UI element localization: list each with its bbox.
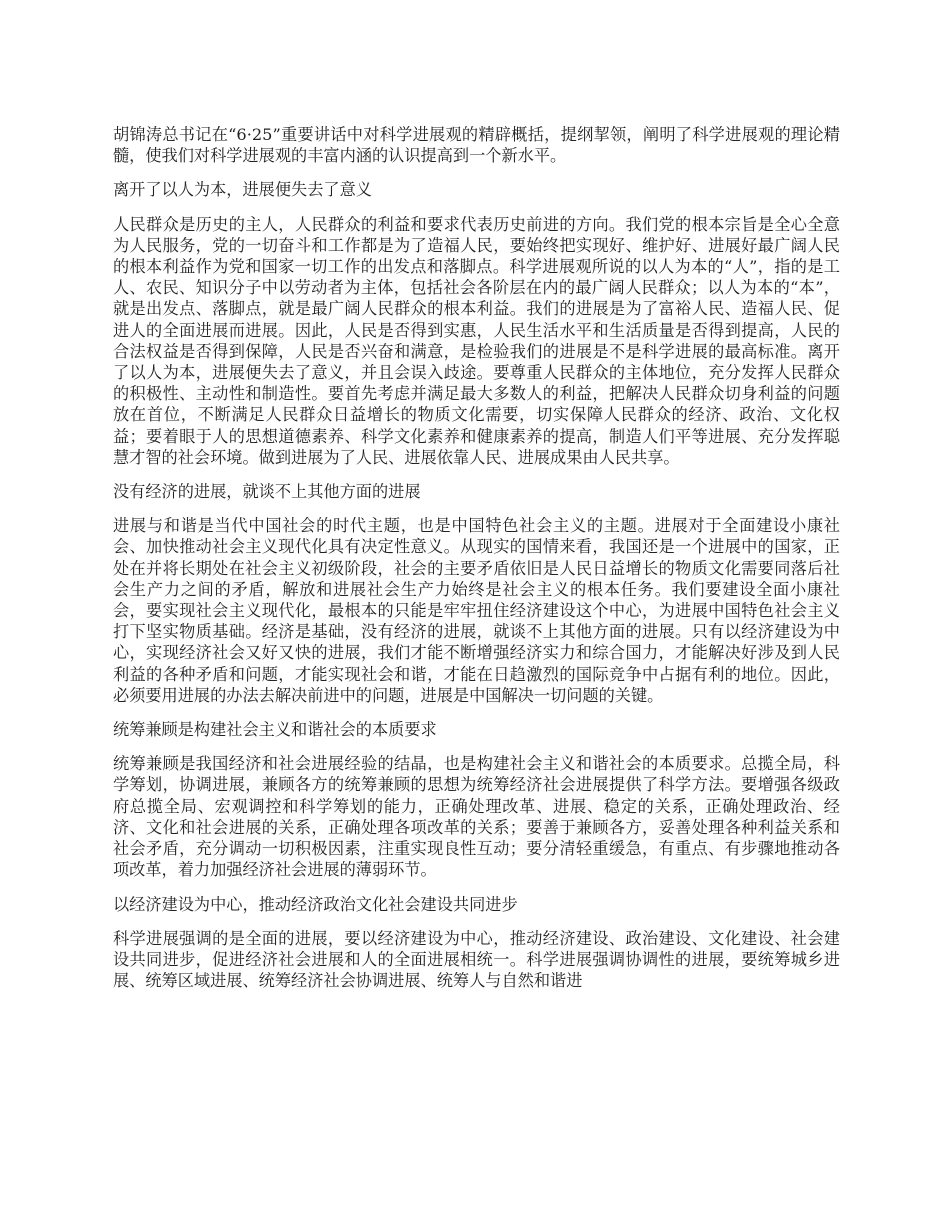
- section-heading-overall-planning: 统筹兼顾是构建社会主义和谐社会的本质要求: [113, 720, 437, 740]
- document-page: [113, 124, 840, 1004]
- section-body-economic-development: 进展与和谐是当代中国社会的时代主题，也是中国特色社会主义的主题。进展对于全面建设小康社会、加快推动社会主义现代化具有决定性意义。从现实的国情来看，我国还是一个进展中的国家，正处在并将长期处在社会主义初级阶段，社会的主要矛盾依旧是人民日益增长的物质文化需要同落后社会生产力之间的矛盾，解放和进展社会生产力始终是社会主义的根本任务。我们要建设全面小康社会，要实现社会主义现代化，最根本的只能是牢牢扭住经济建设这个中心，为进展中国特色社会主义打下坚实物质基础。经济是基础，没有经济的进展，就谈不上其他方面的进展。只有以经济建设为中心，实现经济社会又好又快的进展，我们才能不断增强经济实力和综合国力，才能解决好涉及到人民利益的各种矛盾和问题，才能实现社会和谐，才能在日趋激烈的国际竞争中占据有利的地位。因此，必须要用进展的办法去解决前进中的问题，进展是中国解决一切问题的关键。: [113, 516, 840, 705]
- section-body-people-oriented: 人民群众是历史的主人，人民群众的利益和要求代表历史前进的方向。我们党的根本宗旨是全心全意为人民服务，党的一切奋斗和工作都是为了造福人民，要始终把实现好、维护好、进展好最广阔人民的根本利益作为党和国家一切工作的出发点和落脚点。科学进展观所说的以人为本的“人”，指的是工人、农民、知识分子中以劳动者为主体，包括社会各阶层在内的最广阔人民群众；以人为本的“本”，就是出发点、落脚点，就是最广阔人民群众的根本利益。我们的进展是为了富裕人民、造福人民、促进人的全面进展而进展。因此，人民是否得到实惠，人民生活水平和生活质量是否得到提高，人民的合法权益是否得到保障，人民是否兴奋和满意，是检验我们的进展是不是科学进展的最高标准。离开了以人为本，进展便失去了意义，并且会误入歧途。要尊重人民群众的主体地位，充分发挥人民群众的积极性、主动性和制造性。要首先考虑并满足最大多数人的利益，把解决人民群众切身利益的问题放在首位，不断满足人民群众日益增长的物质文化需要，切实保障人民群众的经济、政治、文化权益；要着眼于人的思想道德素养、科学文化素养和健康素养的提高，制造人们平等进展、充分发挥聪慧才智的社会环境。做到进展为了人民、进展依靠人民、进展成果由人民共享。: [113, 214, 840, 467]
- section-heading-common-progress: 以经济建设为中心，推动经济政治文化社会建设共同进步: [113, 894, 518, 914]
- section-body-overall-planning: 统筹兼顾是我国经济和社会进展经验的结晶，也是构建社会主义和谐社会的本质要求。总揽全局，科学筹划，协调进展，兼顾各方的统筹兼顾的思想为统筹经济社会进展提供了科学方法。要增强各级政府总揽全局、宏观调控和科学筹划的能力，正确处理改革、进展、稳定的关系，正确处理政治、经济、文化和社会进展的关系，正确处理各项改革的关系；要善于兼顾各方，妥善处理各种利益关系和社会矛盾，充分调动一切积极因素，注重实现良性互动；要分清轻重缓急，有重点、有步骤地推动各项改革，着力加强经济社会进展的薄弱环节。: [113, 754, 840, 880]
- section-heading-economic-development: 没有经济的进展，就谈不上其他方面的进展: [113, 482, 421, 502]
- section-body-common-progress: 科学进展强调的是全面的进展，要以经济建设为中心，推动经济建设、政治建设、文化建设、社会建设共同进步，促进经济社会进展和人的全面进展相统一。科学进展强调协调性的进展，要统筹城乡进展、统筹区域进展、统筹经济社会协调进展、统筹人与自然和谐进: [113, 928, 840, 991]
- section-heading-people-oriented: 离开了以人为本，进展便失去了意义: [113, 180, 372, 200]
- intro-paragraph: 胡锦涛总书记在“6·25”重要讲话中对科学进展观的精辟概括，提纲挈领，阐明了科学进展观的理论精髓，使我们对科学进展观的丰富内涵的认识提高到一个新水平。: [113, 125, 840, 166]
